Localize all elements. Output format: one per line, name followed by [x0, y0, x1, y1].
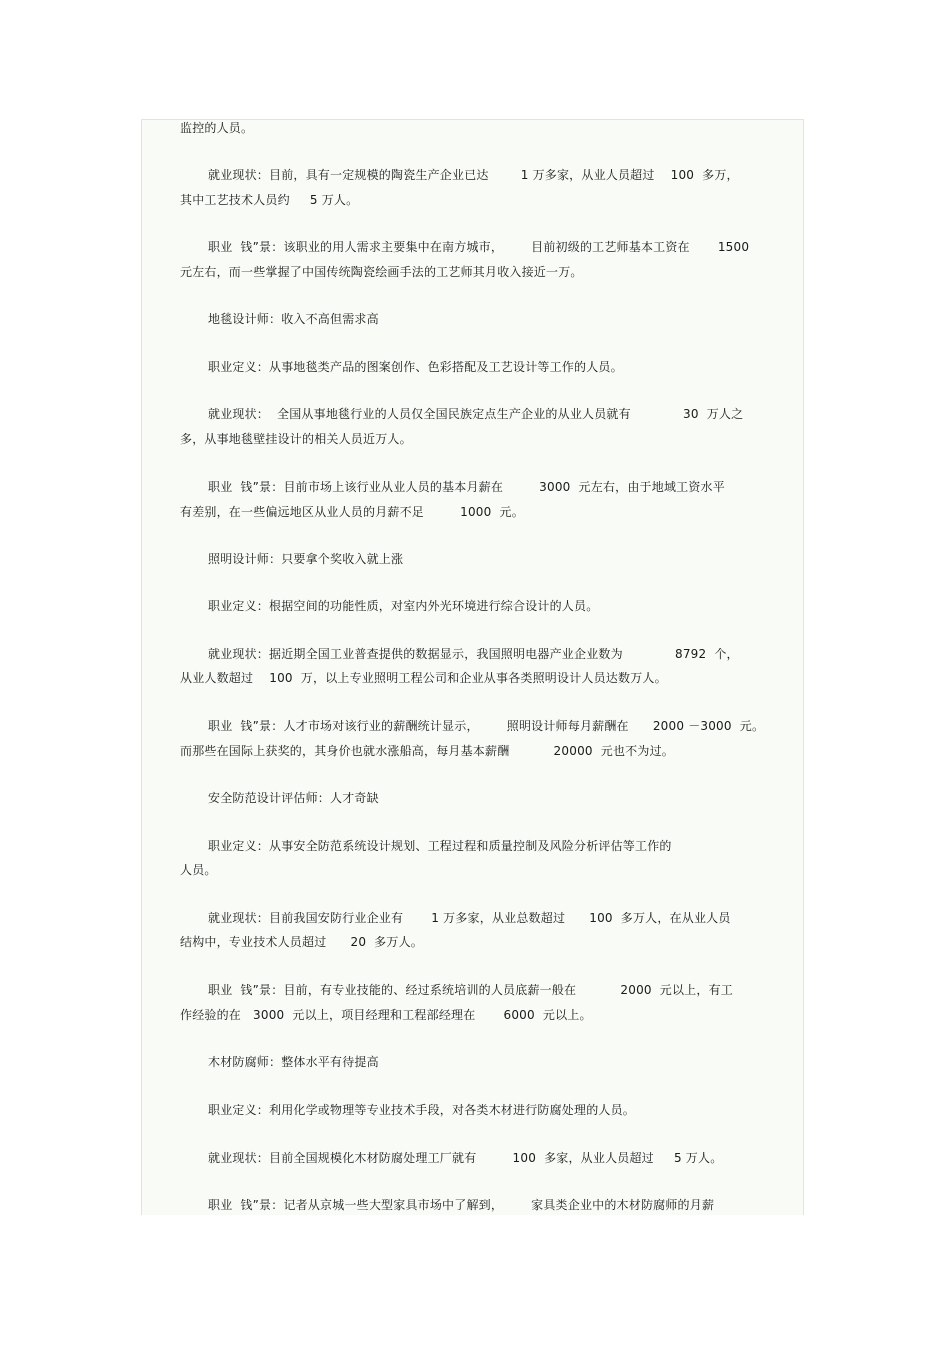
text-line: 职业 钱”景：人才市场对该行业的薪酬统计显示， 照明设计师每月薪酬在 2000 －3000 元。: [208, 719, 765, 733]
text-line: 职业 钱”景：该职业的用人需求主要集中在南方城市， 目前初级的工艺师基本工资在 1500: [208, 240, 750, 254]
text-line: 地毯设计师：收入不高但需求高: [208, 312, 379, 326]
text-line: 职业定义：从事地毯类产品的图案创作、色彩搭配及工艺设计等工作的人员。: [208, 360, 623, 374]
text-line: 安全防范设计评估师：人才奇缺: [208, 791, 379, 805]
text-line: 就业现状：目前我国安防行业企业有 1 万多家，从业总数超过 100 多万人，在从业人员: [208, 911, 731, 925]
text-line: 木材防腐师：整体水平有待提高: [208, 1055, 379, 1069]
text-line: 照明设计师：只要拿个奖收入就上涨: [208, 552, 404, 566]
text-line: 职业定义：从事安全防范系统设计规划、工程过程和质量控制及风险分析评估等工作的: [208, 839, 672, 853]
text-line: 元左右，而一些掌握了中国传统陶瓷绘画手法的工艺师其月收入接近一万。: [180, 265, 583, 279]
text-line: 就业现状：据近期全国工业普查提供的数据显示，我国照明电器产业企业数为 8792 个，: [208, 647, 739, 661]
text-line: 从业人数超过 100 万，以上专业照明工程公司和企业从事各类照明设计人员达数万人。: [180, 671, 667, 685]
document-page: [141, 119, 804, 1215]
text-line: 职业 钱”景：记者从京城一些大型家具市场中了解到， 家具类企业中的木材防腐师的月薪: [208, 1198, 715, 1212]
text-line: 职业定义：根据空间的功能性质，对室内外光环境进行综合设计的人员。: [208, 599, 599, 613]
text-line: 作经验的在 3000 元以上，项目经理和工程部经理在 6000 元以上。: [180, 1008, 592, 1022]
text-line: 职业定义：利用化学或物理等专业技术手段，对各类木材进行防腐处理的人员。: [208, 1103, 636, 1117]
text-line: 监控的人员。: [180, 121, 254, 135]
text-line: 而那些在国际上获奖的，其身价也就水涨船高，每月基本薪酬 20000 元也不为过。: [180, 744, 674, 758]
text-line: 多，从事地毯壁挂设计的相关人员近万人。: [180, 432, 412, 446]
text-line: 有差别，在一些偏远地区从业人员的月薪不足 1000 元。: [180, 505, 524, 519]
text-line: 其中工艺技术人员约 5 万人。: [180, 193, 359, 207]
text-line: 就业现状：目前，具有一定规模的陶瓷生产企业已达 1 万多家，从业人员超过 100 多万，: [208, 168, 739, 182]
text-line: 结构中，专业技术人员超过 20 多万人。: [180, 935, 423, 949]
text-line: 人员。: [180, 863, 217, 877]
text-line: 就业现状： 全国从事地毯行业的人员仅全国民族定点生产企业的从业人员就有 30 万人之: [208, 407, 744, 421]
text-line: 职业 钱”景：目前，有专业技能的、经过系统培训的人员底薪一般在 2000 元以上，有工: [208, 983, 733, 997]
text-line: 就业现状：目前全国规模化木材防腐处理工厂就有 100 多家，从业人员超过 5 万人。: [208, 1151, 723, 1165]
text-line: 职业 钱”景：目前市场上该行业从业人员的基本月薪在 3000 元左右，由于地域工资水平: [208, 480, 725, 494]
